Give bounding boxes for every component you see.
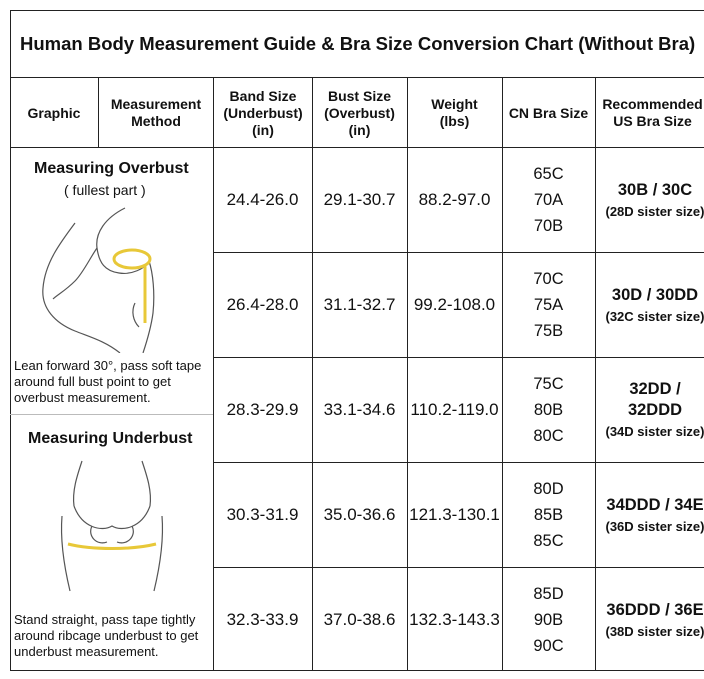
overbust-desc-line1: Lean forward 30°, pass soft tape [14,358,202,373]
header-graphic-label: Graphic [27,104,81,121]
cn-size-value: 85B [533,506,564,524]
cn-size-value: 70B [533,217,564,235]
cn-size-value: 85D [533,585,564,603]
underbust-description [14,612,198,660]
row-4-us-size [596,463,704,567]
cn-size-value: 80D [533,480,564,498]
row-1-us-size [596,148,704,252]
row-4-bust: 35.0-36.6 [323,505,396,524]
cn-size-value: 70C [533,270,564,288]
row-1-cn-size [502,148,595,252]
header-band-line2: (Underbust) [223,104,303,121]
header-band [214,78,312,148]
header-weight [407,78,502,148]
header-bust [312,78,407,148]
us-sister-size: (28D sister size) [605,203,704,219]
row-3-band: 28.3-29.9 [226,400,299,419]
row-5-us-size [596,568,704,672]
cn-size-value: 75B [533,322,564,340]
row-5-weight: 132.3-143.3 [409,610,500,629]
underbust-desc-line1: Stand straight, pass tape tightly [14,612,196,627]
row-2-us-size [596,253,704,357]
us-size-main: 34DDD / 34E [606,495,704,514]
header-us-line1: Recommended [602,96,703,112]
header-method-line1: Measurement [110,96,202,112]
cn-size-value: 90C [533,637,564,655]
header-weight-line1: Weight [431,96,478,112]
header-method-line2: Method [131,113,181,129]
row-2-band: 26.4-28.0 [226,295,299,314]
cn-size-value: 70A [533,191,564,209]
header-bust-line2: (Overbust) [324,104,395,121]
overbust-title: Measuring Overbust [34,160,189,177]
cn-size-value: 75A [533,296,564,314]
row-2-weight: 99.2-108.0 [413,295,496,314]
header-us [595,78,704,148]
cn-size-value: 80C [533,427,564,445]
us-sister-size: (34D sister size) [605,424,704,439]
header-cn-label: CN Bra Size [508,104,589,121]
row-4-band: 30.3-31.9 [226,505,299,524]
row-5-cn-size [502,568,595,672]
us-sister-size: (36D sister size) [605,518,704,534]
overbust-desc-line3: overbust measurement. [14,390,151,405]
graphic-divider [10,414,213,415]
header-graphic [10,78,98,148]
cn-size-value: 80B [533,401,564,419]
header-band-line1: Band Size [229,87,297,104]
underbust-desc-line3: underbust measurement. [14,644,159,659]
cn-size-value: 85C [533,532,564,550]
header-bust-line3: (in) [348,121,371,138]
header-cn [502,78,595,148]
underbust-desc-line2: around ribcage underbust to get [14,628,199,643]
row-1-weight: 88.2-97.0 [418,190,491,209]
us-size-main: 32DD / [629,380,681,398]
row-3-cn-size [502,358,595,462]
overbust-desc-line2: around full bust point to get [14,374,171,389]
divider-graphic [98,78,99,148]
row-5-bust: 37.0-38.6 [323,610,396,629]
row-4-cn-size [502,463,595,567]
overbust-subtitle: ( fullest part ) [64,182,146,198]
header-weight-line2: (lbs) [439,113,470,129]
underbust-illustration [42,456,182,596]
header-band-line3: (in) [252,121,274,138]
row-3-bust: 33.1-34.6 [323,400,396,419]
row-4-weight: 121.3-130.1 [409,505,500,524]
overbust-description [14,358,201,406]
row-3-weight: 110.2-119.0 [410,400,499,419]
us-size-main: 30B / 30C [617,180,693,199]
cn-size-value: 65C [533,165,564,183]
row-3-us-size [596,358,704,462]
page-title: Human Body Measurement Guide & Bra Size Conversion Chart (Without Bra) [10,10,704,78]
header-method [98,78,214,148]
cn-size-value: 75C [533,375,564,393]
us-size-main: 32DDD [627,401,683,419]
row-1-band: 24.4-26.0 [226,190,299,209]
us-size-main: 30D / 30DD [611,285,699,304]
row-2-cn-size [502,253,595,357]
row-1-bust: 29.1-30.7 [323,190,396,209]
header-us-line2: US Bra Size [613,113,692,129]
underbust-title: Measuring Underbust [28,430,193,447]
header-bust-line1: Bust Size [327,87,391,104]
cn-size-value: 90B [533,611,564,629]
overbust-illustration [35,203,185,353]
row-5-band: 32.3-33.9 [226,610,299,629]
us-sister-size: (38D sister size) [605,623,704,639]
us-sister-size: (32C sister size) [605,308,704,324]
row-2-bust: 31.1-32.7 [323,295,396,314]
us-size-main: 36DDD / 36E [606,600,704,619]
